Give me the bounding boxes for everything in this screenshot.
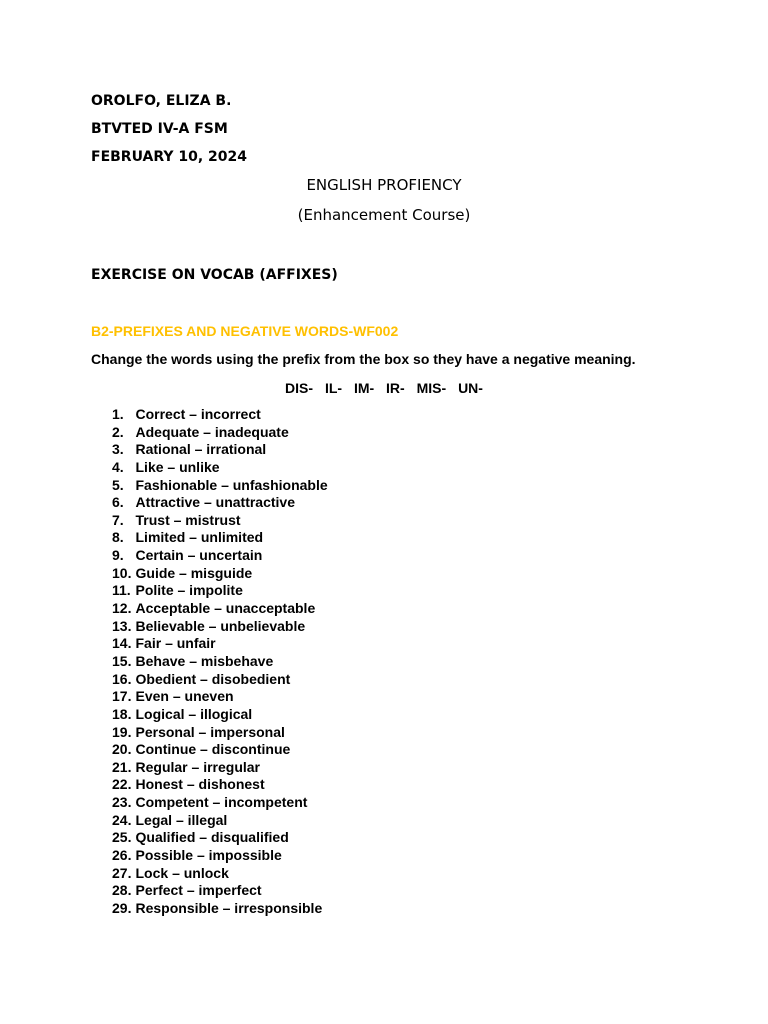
list-item-number: 4.: [112, 458, 124, 475]
list-item-text: Trust – mistrust: [135, 511, 241, 528]
list-item: [112, 529, 328, 547]
list-item-text: Qualified – disqualified: [135, 829, 289, 846]
document-date: FEBRUARY 10, 2024: [91, 149, 248, 165]
list-item-text: Regular – irregular: [135, 758, 260, 775]
list-item: [112, 512, 328, 530]
list-item-number: 8.: [112, 529, 124, 546]
list-item-number: 24.: [112, 811, 132, 828]
list-item: [112, 741, 328, 759]
list-item-text: Acceptable – unacceptable: [135, 600, 316, 617]
prefix-item: UN-: [458, 380, 483, 396]
course-title: ENGLISH PROFIENCY: [306, 176, 462, 194]
list-item-text: Guide – misguide: [135, 564, 253, 581]
list-item: [112, 565, 328, 583]
list-item: [112, 812, 328, 830]
exercise-title: EXERCISE ON VOCAB (AFFIXES): [91, 267, 338, 283]
list-item-text: Fair – unfair: [135, 635, 216, 652]
list-item: [112, 424, 328, 442]
list-item-text: Continue – discontinue: [135, 741, 291, 758]
list-item-text: Certain – uncertain: [135, 547, 263, 564]
prefix-item: IR-: [386, 380, 405, 396]
list-item-number: 2.: [112, 423, 124, 440]
list-item: [112, 582, 328, 600]
list-item: [112, 688, 328, 706]
list-item-number: 13.: [112, 617, 132, 634]
section-title: B2-PREFIXES AND NEGATIVE WORDS-WF002: [91, 323, 399, 339]
list-item-text: Adequate – inadequate: [135, 423, 289, 440]
list-item-text: Correct – incorrect: [135, 406, 261, 422]
list-item-number: 27.: [112, 864, 132, 881]
list-item-text: Competent – incompetent: [135, 794, 308, 811]
course-subtitle: (Enhancement Course): [297, 206, 471, 224]
list-item-number: 29.: [112, 899, 132, 916]
list-item-text: Personal – impersonal: [135, 723, 285, 740]
list-item: [112, 706, 328, 724]
list-item: [112, 618, 328, 636]
list-item-text: Honest – dishonest: [135, 776, 265, 793]
list-item: [112, 406, 328, 424]
list-item-number: 1.: [112, 406, 124, 422]
list-item-text: Attractive – unattractive: [135, 494, 296, 511]
list-item-number: 5.: [112, 476, 124, 493]
list-item: [112, 847, 328, 865]
student-name: OROLFO, ELIZA B.: [91, 93, 232, 109]
list-item-number: 17.: [112, 688, 132, 705]
list-item-text: Perfect – imperfect: [135, 882, 262, 899]
list-item: [112, 441, 328, 459]
list-item-number: 7.: [112, 511, 124, 528]
list-item-text: Obedient – disobedient: [135, 670, 291, 687]
list-item-number: 14.: [112, 635, 132, 652]
list-item-number: 26.: [112, 847, 132, 864]
list-item-text: Legal – illegal: [135, 811, 228, 828]
list-item-number: 3.: [112, 441, 124, 458]
list-item-text: Even – uneven: [135, 688, 234, 705]
list-item: [112, 759, 328, 777]
list-item-number: 21.: [112, 758, 132, 775]
list-item-text: Responsible – irresponsible: [135, 899, 323, 916]
list-item-number: 11.: [112, 582, 131, 599]
list-item-text: Lock – unlock: [135, 864, 229, 881]
list-item-text: Possible – impossible: [135, 847, 282, 864]
list-item: [112, 829, 328, 847]
list-item-number: 28.: [112, 882, 132, 899]
list-item-number: 18.: [112, 705, 132, 722]
list-item: [112, 900, 328, 918]
prefix-item: MIS-: [416, 380, 447, 396]
list-item: [112, 459, 328, 477]
answer-list: [112, 406, 328, 918]
list-item-number: 15.: [112, 652, 132, 669]
list-item: [112, 724, 328, 742]
list-item-number: 16.: [112, 670, 132, 687]
list-item-text: Believable – unbelievable: [135, 617, 306, 634]
list-item-text: Logical – illogical: [135, 705, 253, 722]
instruction-text: Change the words using the prefix from the box so they have a negative meaning.: [91, 351, 636, 367]
list-item-number: 10.: [112, 564, 132, 581]
list-item-number: 19.: [112, 723, 132, 740]
list-item-text: Rational – irrational: [135, 441, 267, 458]
prefix-box: [0, 379, 768, 397]
list-item-number: 22.: [112, 776, 132, 793]
prefix-item: DIS-: [285, 380, 314, 396]
list-item-text: Limited – unlimited: [135, 529, 264, 546]
list-item: [112, 547, 328, 565]
list-item: [112, 635, 328, 653]
list-item-text: Polite – impolite: [135, 582, 243, 599]
list-item: [112, 477, 328, 495]
list-item-number: 6.: [112, 494, 124, 511]
list-item-text: Like – unlike: [135, 458, 220, 475]
list-item: [112, 671, 328, 689]
list-item-text: Fashionable – unfashionable: [135, 476, 328, 493]
list-item: [112, 882, 328, 900]
class-section: BTVTED IV-A FSM: [91, 121, 228, 137]
list-item: [112, 794, 328, 812]
list-item-number: 12.: [112, 600, 132, 617]
list-item: [112, 600, 328, 618]
list-item-number: 23.: [112, 794, 132, 811]
list-item: [112, 776, 328, 794]
list-item-number: 25.: [112, 829, 132, 846]
list-item-number: 20.: [112, 741, 132, 758]
list-item-number: 9.: [112, 547, 124, 564]
list-item: [112, 653, 328, 671]
list-item-text: Behave – misbehave: [135, 652, 274, 669]
prefix-item: IL-: [324, 380, 343, 396]
list-item: [112, 494, 328, 512]
list-item: [112, 865, 328, 883]
prefix-item: IM-: [353, 380, 375, 396]
